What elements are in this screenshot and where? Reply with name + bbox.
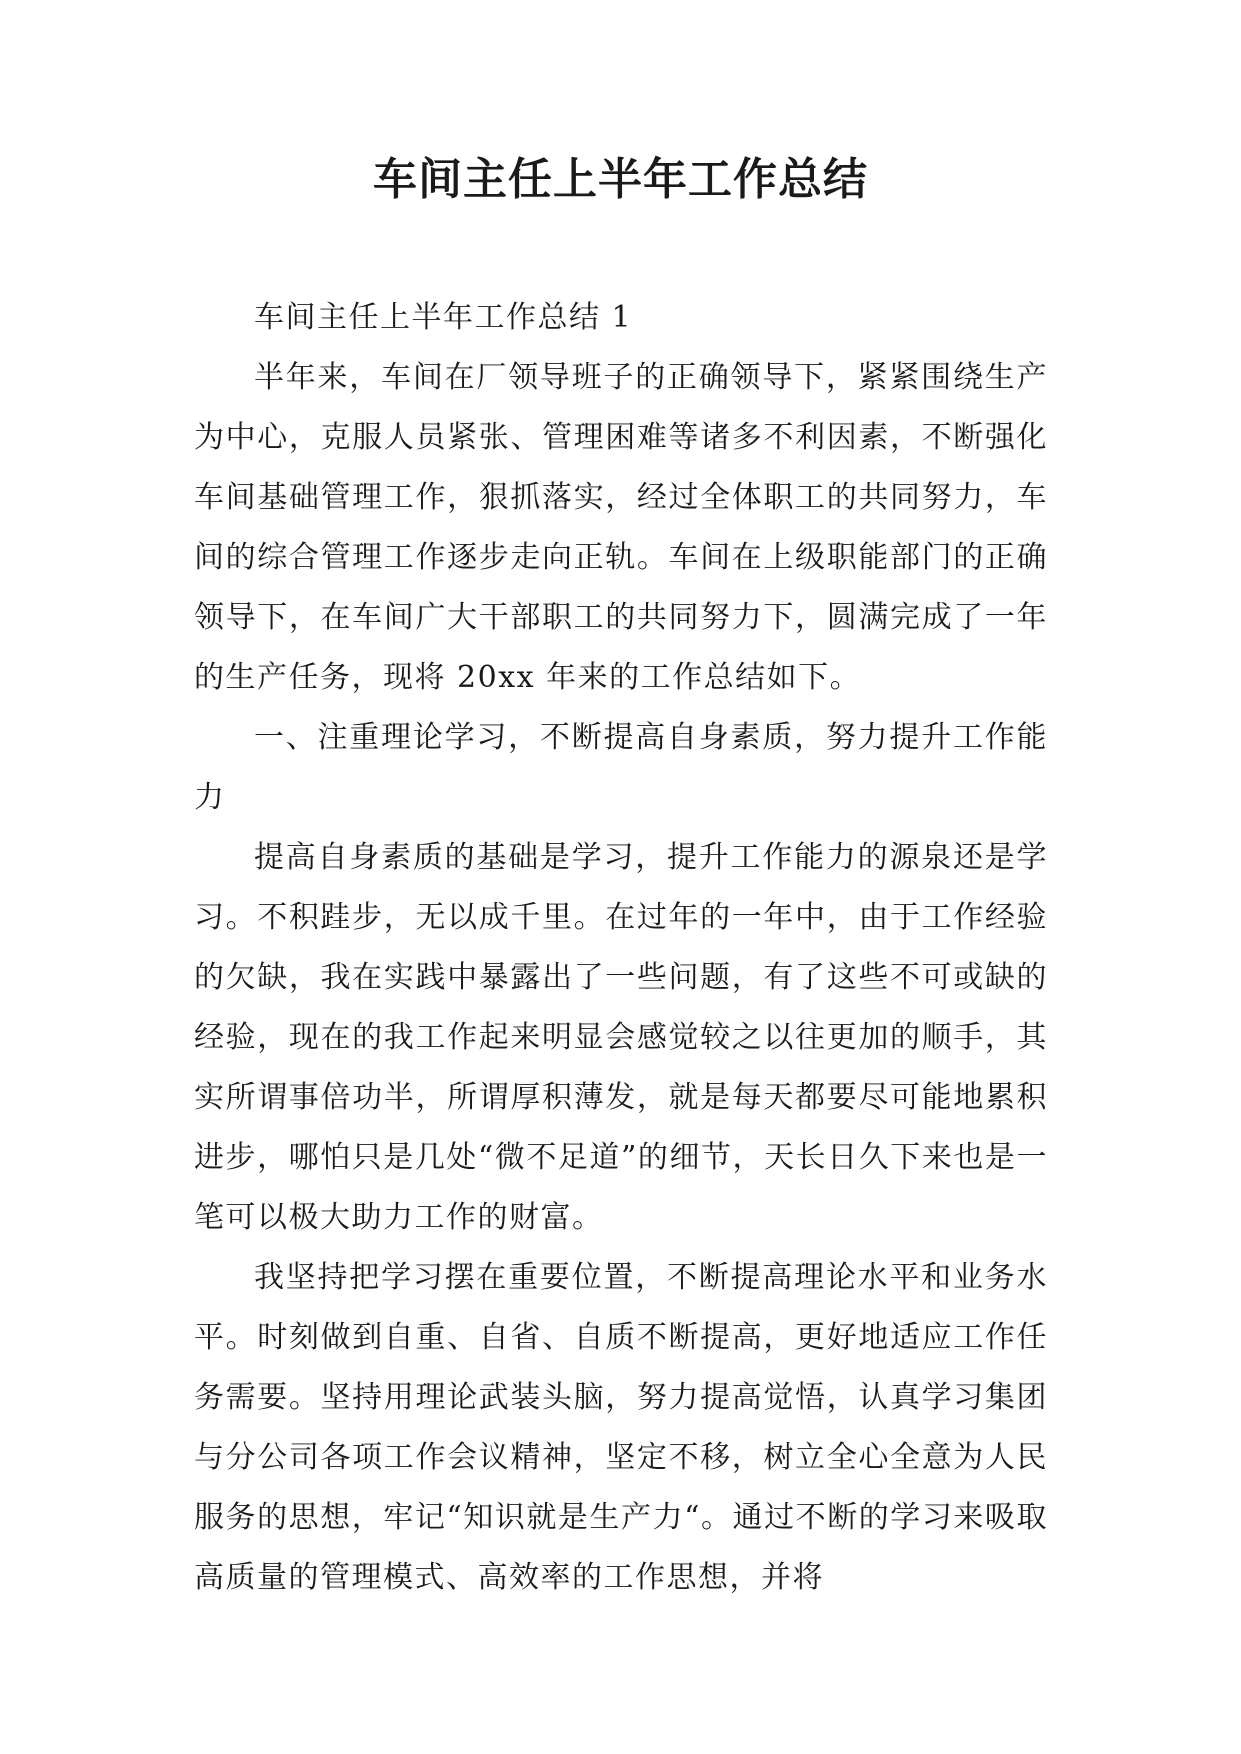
- section-heading: 车间主任上半年工作总结 1: [254, 300, 633, 335]
- paragraph-intro: 半年来，车间在厂领导班子的正确领导下，紧紧围绕生产为中心，克服人员紧张、管理困难等诸多不利因素，不断强化车间基础管理工作，狠抓落实，经过全体职工的共同努力，车间的综合管理工作逐步走向正轨。车间在上级职能部门的正确领导下，在车间广大干部职工的共同努力下，圆满完成了一年的生产任务，现将 20xx 年来的工作总结如下。: [194, 360, 1048, 695]
- paragraph-study: 我坚持把学习摆在重要位置，不断提高理论水平和业务水平。时刻做到自重、自省、自质不断提高，更好地适应工作任务需要。坚持用理论武装头脑，努力提高觉悟，认真学习集团与分公司各项工作会议精神，坚定不移，树立全心全意为人民服务的思想，牢记“知识就是生产力“。通过不断的学习来吸取高质量的管理模式、高效率的工作思想，并将: [194, 1260, 1048, 1595]
- document-body: [194, 288, 1048, 1608]
- paragraph-learning: 提高自身素质的基础是学习，提升工作能力的源泉还是学习。不积跬步，无以成千里。在过年的一年中，由于工作经验的欠缺，我在实践中暴露出了一些问题，有了这些不可或缺的经验，现在的我工作起来明显会感觉较之以往更加的顺手，其实所谓事倍功半，所谓厚积薄发，就是每天都要尽可能地累积进步，哪怕只是几处“微不足道”的细节，天长日久下来也是一笔可以极大助力工作的财富。: [194, 840, 1048, 1235]
- document-title: 车间主任上半年工作总结: [373, 154, 868, 205]
- paragraph-heading-1: 一、注重理论学习，不断提高自身素质，努力提升工作能力: [194, 720, 1048, 815]
